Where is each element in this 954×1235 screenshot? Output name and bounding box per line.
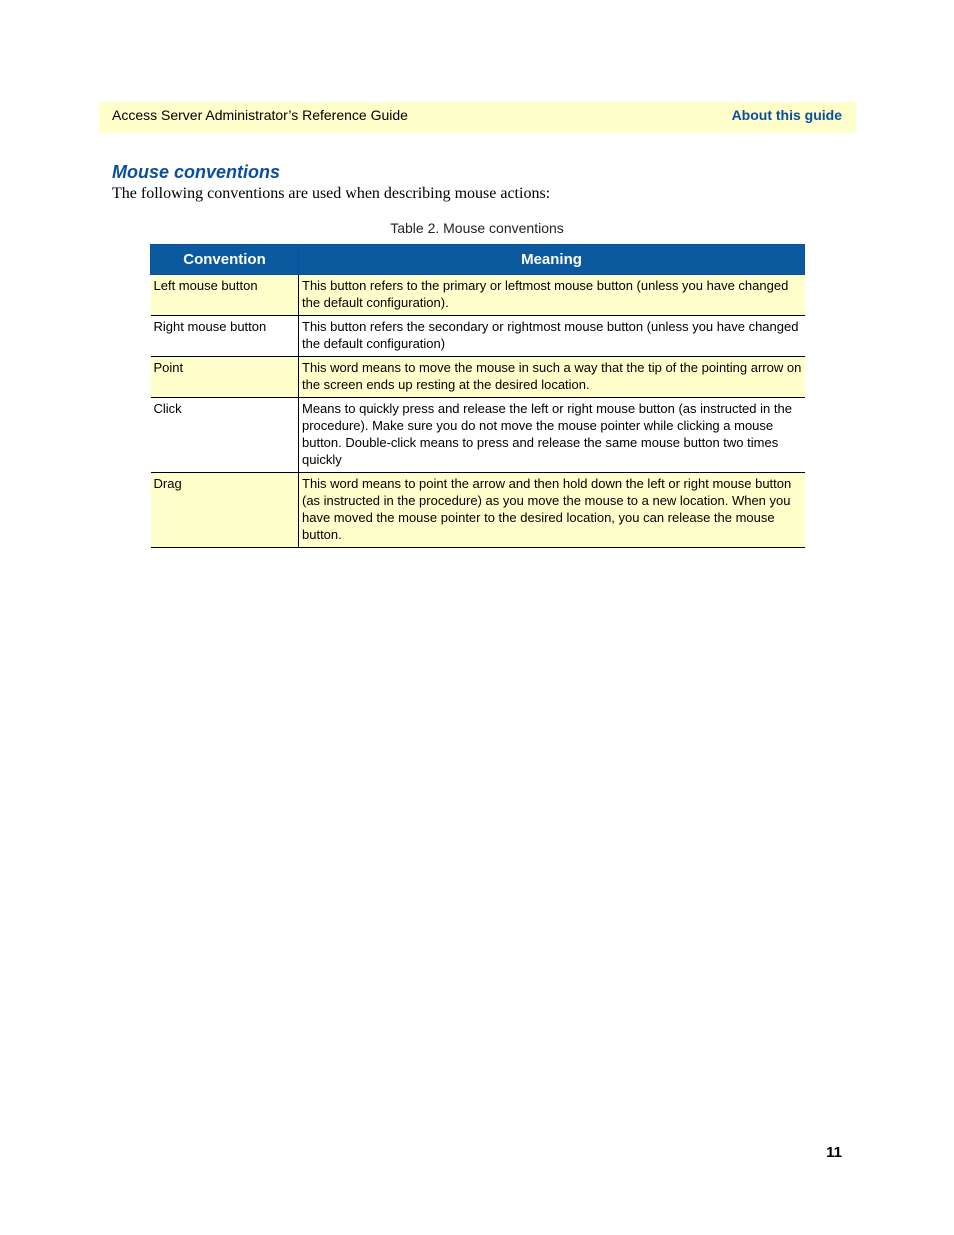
meaning-cell: This word means to point the arrow and then hold down the left or right mouse button (as instructed in the procedure) as you move the mouse to a new location. When you have moved the mouse pointer to the desired location, you can release the mouse button.: [299, 473, 805, 548]
convention-cell: Right mouse button: [151, 316, 299, 357]
convention-cell: Point: [151, 357, 299, 398]
table-row: [151, 473, 805, 548]
convention-cell: Click: [151, 398, 299, 473]
meaning-cell: Means to quickly press and release the left or right mouse button (as instructed in the procedure). Make sure you do not move the mouse pointer while clicking a mouse button. Double-click means to press and release the same mouse button two times quickly: [299, 398, 805, 473]
section-title: Mouse conventions: [112, 162, 281, 182]
meaning-cell: This word means to move the mouse in such a way that the tip of the pointing arrow on the screen ends up resting at the desired location.: [299, 357, 805, 398]
convention-cell: Left mouse button: [151, 275, 299, 316]
header-document-title: Access Server Administrator’s Reference Guide: [112, 107, 408, 123]
meaning-cell: This button refers the secondary or rightmost mouse button (unless you have changed the default configuration): [299, 316, 805, 357]
table-row: [151, 398, 805, 473]
table-row: [151, 357, 805, 398]
column-header-meaning: Meaning: [299, 245, 805, 275]
mouse-conventions-table: [150, 244, 805, 548]
convention-cell: Drag: [151, 473, 299, 548]
table-caption: Table 2. Mouse conventions: [390, 220, 564, 236]
page-number: 11: [826, 1144, 842, 1161]
table-row: [151, 316, 805, 357]
table-header-row: [151, 245, 805, 275]
header-chapter-title: About this guide: [731, 107, 842, 123]
column-header-convention: Convention: [151, 245, 299, 275]
intro-paragraph: The following conventions are used when describing mouse actions:: [112, 185, 551, 202]
running-header: [99, 102, 856, 133]
meaning-cell: This button refers to the primary or leftmost mouse button (unless you have changed the default configuration).: [299, 275, 805, 316]
table-row: [151, 275, 805, 316]
